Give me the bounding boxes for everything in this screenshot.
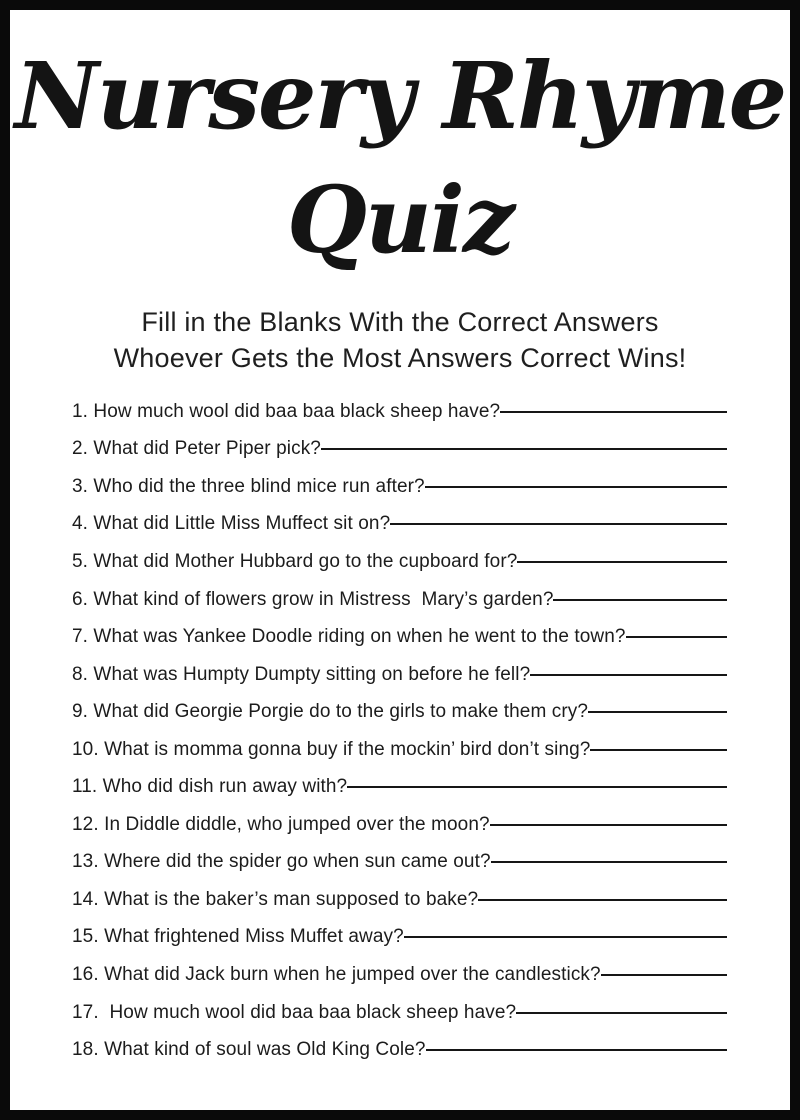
answer-blank-line[interactable] [490, 824, 727, 826]
question-row [72, 994, 727, 1032]
question-row [72, 506, 727, 544]
question-text: 7. What was Yankee Doodle riding on when he went to the town? [72, 626, 626, 648]
question-text: 4. What did Little Miss Muffect sit on? [72, 513, 391, 535]
question-row [72, 731, 727, 769]
question-text: 14. What is the baker’s man supposed to bake? [72, 888, 479, 910]
answer-blank-line[interactable] [404, 936, 727, 938]
answer-blank-line[interactable] [601, 974, 727, 976]
question-row [72, 1031, 727, 1069]
answer-blank-line[interactable] [588, 711, 727, 713]
question-text: 17. How much wool did baa baa black sheep have? [72, 1001, 517, 1023]
question-row [72, 956, 727, 994]
answer-blank-line[interactable] [491, 861, 727, 863]
answer-blank-line[interactable] [478, 899, 727, 901]
question-list [72, 393, 727, 1069]
answer-blank-line[interactable] [530, 674, 727, 676]
question-row [72, 656, 727, 694]
question-text: 5. What did Mother Hubbard go to the cupboard for? [72, 550, 518, 572]
question-text: 3. Who did the three blind mice run after? [72, 475, 425, 497]
answer-blank-line[interactable] [516, 1012, 727, 1014]
answer-blank-line[interactable] [390, 523, 727, 525]
question-text: 16. What did Jack burn when he jumped over the candlestick? [72, 963, 601, 985]
question-text: 1. How much wool did baa baa black sheep have? [72, 400, 501, 422]
question-row [72, 919, 727, 957]
question-row [72, 844, 727, 882]
answer-blank-line[interactable] [347, 786, 727, 788]
page-subtitle [10, 304, 790, 376]
answer-blank-line[interactable] [626, 636, 727, 638]
question-text: 13. Where did the spider go when sun came out? [72, 851, 491, 873]
question-row [72, 881, 727, 919]
question-text: 6. What kind of flowers grow in Mistress Mary’s garden? [72, 588, 554, 610]
question-text: 11. Who did dish run away with? [72, 776, 348, 798]
page-title-line-2: Quiz [286, 166, 514, 274]
question-row [72, 693, 727, 731]
question-text: 12. In Diddle diddle, who jumped over the moon? [72, 813, 490, 835]
answer-blank-line[interactable] [500, 411, 727, 413]
question-row [72, 768, 727, 806]
question-text: 8. What was Humpty Dumpty sitting on before he fell? [72, 663, 531, 685]
question-row [72, 393, 727, 431]
answer-blank-line[interactable] [425, 486, 727, 488]
question-text: 9. What did Georgie Porgie do to the girls to make them cry? [72, 701, 589, 723]
answer-blank-line[interactable] [321, 448, 727, 450]
question-text: 18. What kind of soul was Old King Cole? [72, 1039, 426, 1061]
answer-blank-line[interactable] [426, 1049, 727, 1051]
page-title [10, 34, 790, 282]
answer-blank-line[interactable] [590, 749, 727, 751]
subtitle-line-2: Whoever Gets the Most Answers Correct Wins! [113, 343, 687, 373]
question-row [72, 468, 727, 506]
question-row [72, 431, 727, 469]
question-text: 2. What did Peter Piper pick? [72, 438, 321, 460]
question-text: 15. What frightened Miss Muffet away? [72, 926, 404, 948]
question-row [72, 581, 727, 619]
question-row [72, 543, 727, 581]
page-title-line-1: Nursery Rhyme [14, 42, 786, 150]
question-text: 10. What is momma gonna buy if the mockin’ bird don’t sing? [72, 738, 591, 760]
answer-blank-line[interactable] [553, 599, 727, 601]
question-row [72, 618, 727, 656]
answer-blank-line[interactable] [517, 561, 727, 563]
question-row [72, 806, 727, 844]
subtitle-line-1: Fill in the Blanks With the Correct Answers [141, 307, 659, 337]
